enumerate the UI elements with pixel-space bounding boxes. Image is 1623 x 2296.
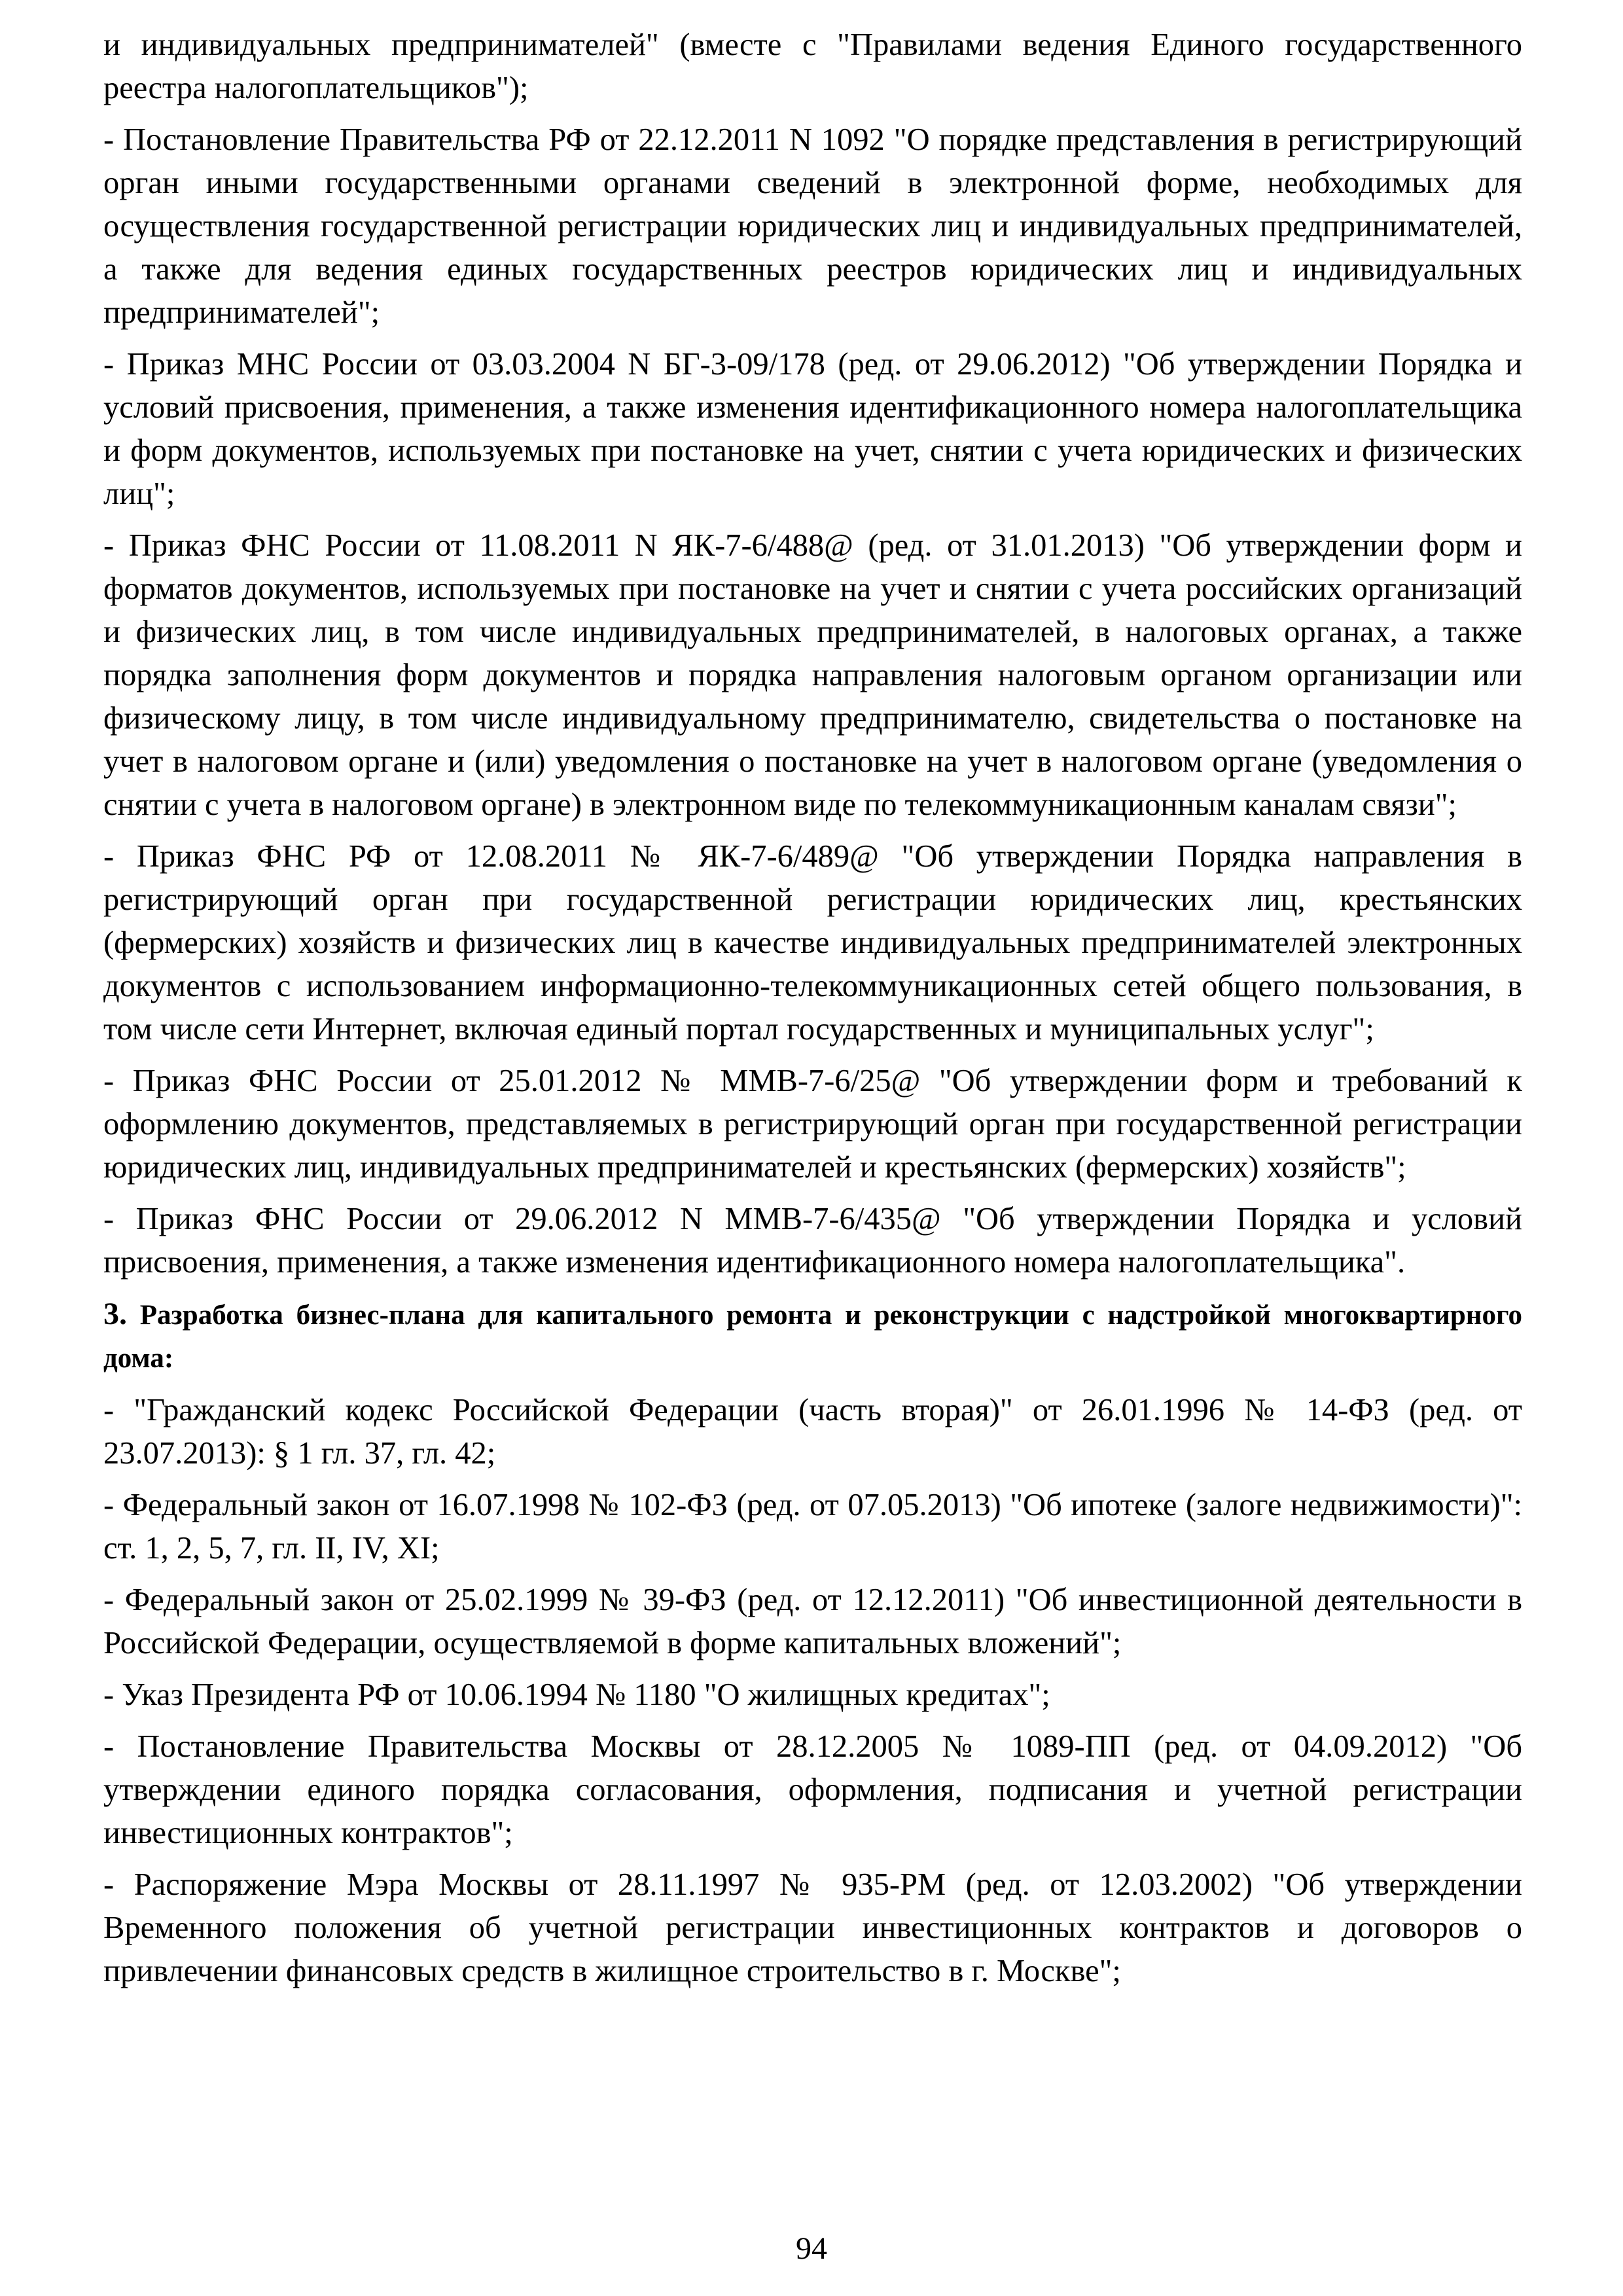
paragraph-decree-1092: - Постановление Правительства РФ от 22.12.2011 N 1092 "О порядке представления в регистрирующий орган иными государственными органами сведений в электронной форме, необходимых для осуществления государственной регистрации юридических лиц и индивидуальных предпринимателей, а также для ведения единых государственных реестров юридических лиц и индивидуальных предпринимателей";: [103, 122, 1522, 330]
paragraph-decree-1180: - Указ Президента РФ от 10.06.1994 № 1180 "О жилищных кредитах";: [103, 1677, 1050, 1712]
paragraph-order-yak-7-6-488: - Приказ ФНС России от 11.08.2011 N ЯК-7-6/488@ (ред. от 31.01.2013) "Об утверждении форм и форматов документов, используемых при постановке на учет и снятии с учета российских организаций и физических лиц, в том числе индивидуальных предпринимателей, в налоговых органах, а также порядка заполнения форм документов и порядка направления налоговым органом организации или физическому лицу, в том числе индивидуальному предпринимателю, свидетельства о постановке на учет в налоговом органе и (или) уведомления о постановке на учет в налоговом органе (уведомления о снятии с учета в налоговом органе) в электронном виде по телекоммуникационным каналам связи";: [103, 528, 1522, 822]
paragraph-mayor-order-935: - Распоряжение Мэра Москвы от 28.11.1997 № 935-РМ (ред. от 12.03.2002) "Об утверждении Временного положения об учетной регистрации инвестиционных контрактов и договоров о привлечении финансовых средств в жилищное строительство в г. Москве";: [103, 1867, 1522, 1988]
document-page: [103, 24, 1522, 2001]
paragraph-continuation: и индивидуальных предпринимателей" (вместе с "Правилами ведения Единого государственного реестра налогоплательщиков");: [103, 27, 1522, 105]
paragraph-law-39-fz: - Федеральный закон от 25.02.1999 № 39-ФЗ (ред. от 12.12.2011) "Об инвестиционной деятельности в Российской Федерации, осуществляемой в форме капитальных вложений";: [103, 1583, 1522, 1660]
section-number: 3.: [103, 1297, 127, 1331]
section-heading: [103, 1293, 1522, 1380]
paragraph-moscow-decree-1089: - Постановление Правительства Москвы от 28.12.2005 № 1089-ПП (ред. от 04.09.2012) "Об утверждении единого порядка согласования, оформления, подписания и учетной регистрации инвестиционных контрактов";: [103, 1729, 1522, 1850]
paragraph-order-bg-3-09-178: - Приказ МНС России от 03.03.2004 N БГ-3-09/178 (ред. от 29.06.2012) "Об утверждении Порядка и условий присвоения, применения, а также изменения идентификационного номера налогоплательщика и форм документов, используемых при постановке на учет, снятии с учета юридических и физических лиц";: [103, 347, 1522, 511]
section-title: Разработка бизнес-плана для капитального ремонта и реконструкции с надстройкой многоквартирного дома:: [103, 1300, 1523, 1374]
paragraph-order-mmv-7-6-435: - Приказ ФНС России от 29.06.2012 N ММВ-7-6/435@ "Об утверждении Порядка и условий присвоения, применения, а также изменения идентификационного номера налогоплательщика".: [103, 1202, 1522, 1280]
paragraph-order-yak-7-6-489: - Приказ ФНС РФ от 12.08.2011 № ЯК-7-6/489@ "Об утверждении Порядка направления в регистрирующий орган при государственной регистрации юридических лиц, крестьянских (фермерских) хозяйств и физических лиц в качестве индивидуальных предпринимателей электронных документов с использованием информационно-телекоммуникационных сетей общего пользования, в том числе сети Интернет, включая единый портал государственных и муниципальных услуг";: [103, 839, 1522, 1047]
paragraph-civil-code: - "Гражданский кодекс Российской Федерации (часть вторая)" от 26.01.1996 № 14-ФЗ (ред. от 23.07.2013): § 1 гл. 37, гл. 42;: [103, 1393, 1522, 1471]
paragraph-law-102-fz: - Федеральный закон от 16.07.1998 № 102-ФЗ (ред. от 07.05.2013) "Об ипотеке (залоге недвижимости)": ст. 1, 2, 5, 7, гл. II, IV, XI;: [103, 1488, 1522, 1566]
page-number: 94: [796, 2231, 827, 2266]
paragraph-order-mmv-7-6-25: - Приказ ФНС России от 25.01.2012 № ММВ-7-6/25@ "Об утверждении форм и требований к оформлению документов, представляемых в регистрирующий орган при государственной регистрации юридических лиц, индивидуальных предпринимателей и крестьянских (фермерских) хозяйств";: [103, 1064, 1522, 1185]
